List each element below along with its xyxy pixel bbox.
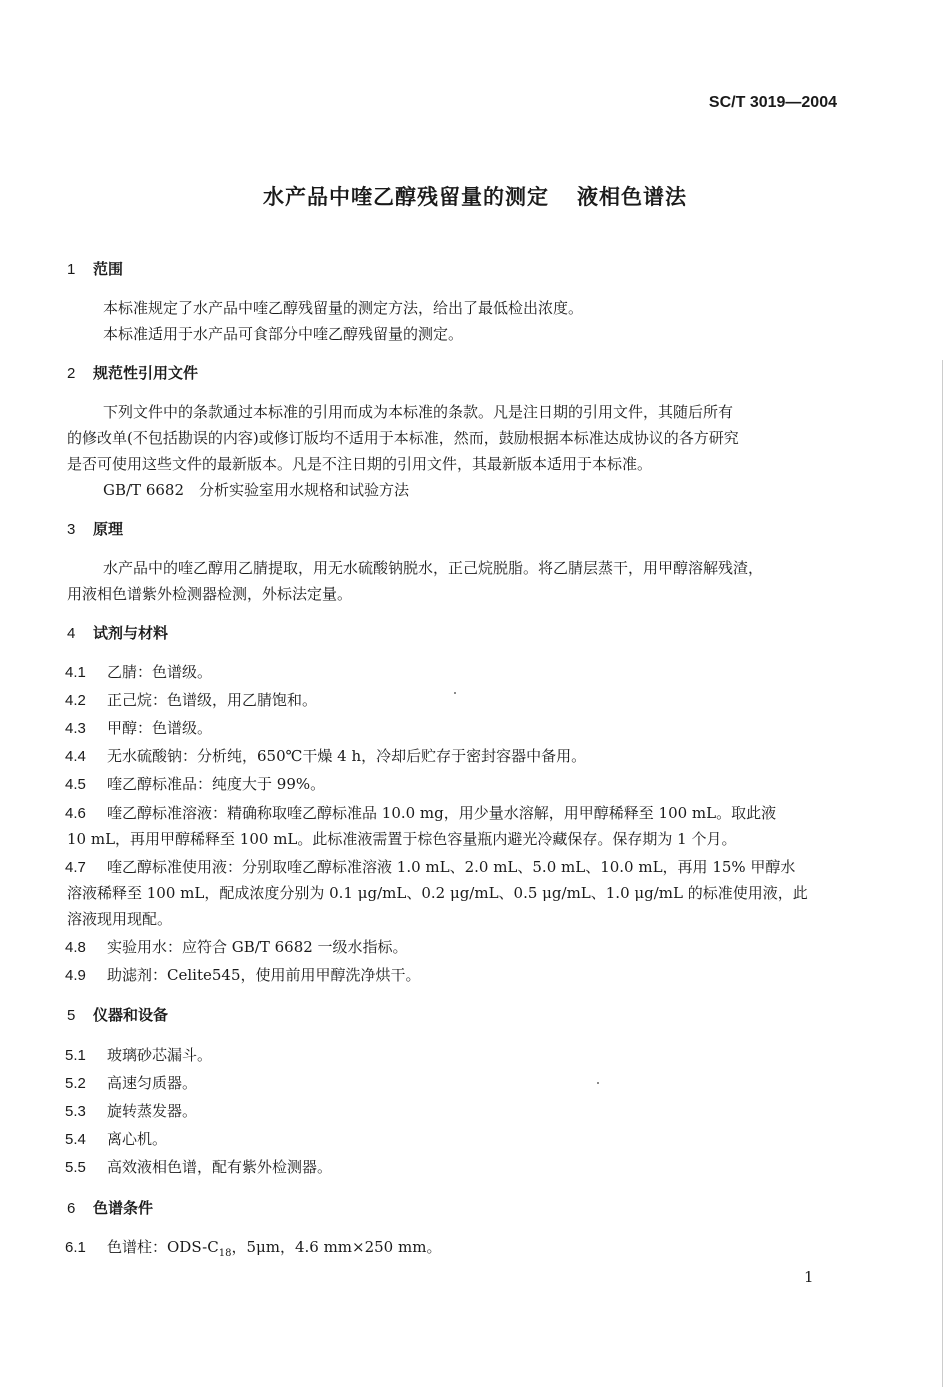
section-1-heading: 1 范围 — [67, 260, 124, 278]
section-3-heading: 3 原理 — [67, 520, 124, 538]
scan-speck — [454, 692, 456, 694]
list-item: 5.2 高速匀质器。 — [65, 1074, 198, 1092]
section-3-line-2: 用液相色谱紫外检测器检测，外标法定量。 — [67, 585, 353, 603]
list-item: 4.8 实验用水：应符合 GB/T 6682 一级水指标。 — [65, 938, 408, 956]
list-item: 5.1 玻璃砂芯漏斗。 — [65, 1046, 213, 1064]
page-edge — [942, 360, 943, 1387]
section-2-heading: 2 规范性引用文件 — [67, 364, 199, 382]
section-3-line-1: 水产品中的喹乙醇用乙腈提取，用无水硫酸钠脱水，正己烷脱脂。将乙腈层蒸干，用甲醇溶解残渣， — [103, 559, 764, 577]
list-item: 5.4 离心机。 — [65, 1130, 168, 1148]
section-5-heading: 5 仪器和设备 — [67, 1006, 169, 1024]
list-item: 5.3 旋转蒸发器。 — [65, 1102, 198, 1120]
list-item: 4.9 助滤剂：Celite545，使用前用甲醇洗净烘干。 — [65, 966, 421, 984]
title-part-1: 水产品中喹乙醇残留量的测定 — [263, 185, 549, 209]
list-item: 4.7 喹乙醇标准使用液：分别取喹乙醇标准溶液 1.0 mL、2.0 mL、5.0 mL、10.0 mL，再用 15% 甲醇水 — [65, 858, 796, 876]
list-item: 4.1 乙腈：色谱级。 — [65, 663, 213, 681]
list-item: 6.1 色谱柱：ODS-$C_{18}$，5μm，4.6 mm×250 mm。 — [65, 1238, 442, 1259]
section-6-heading: 6 色谱条件 — [67, 1199, 154, 1217]
section-1-para-2: 本标准适用于水产品可食部分中喹乙醇残留量的测定。 — [103, 325, 464, 343]
list-item: 4.4 无水硫酸钠：分析纯，650℃干燥 4 h，冷却后贮存于密封容器中备用。 — [65, 747, 587, 765]
section-2-line-3: 是否可使用这些文件的最新版本。凡是不注日期的引用文件，其最新版本适用于本标准。 — [67, 455, 653, 473]
page-number: 1 — [804, 1268, 814, 1286]
list-item-continuation: 10 mL，再用甲醇稀释至 100 mL。此标准液需置于棕色容量瓶内避光冷藏保存。保存期为 1 个月。 — [67, 830, 737, 848]
list-item: 4.5 喹乙醇标准品：纯度大于 99%。 — [65, 775, 326, 793]
document-title — [0, 181, 950, 211]
title-part-2: 液相色谱法 — [577, 185, 687, 209]
list-item: 5.5 高效液相色谱，配有紫外检测器。 — [65, 1158, 333, 1176]
list-item-continuation: 溶液现用现配。 — [67, 910, 173, 928]
standard-number: SC/T 3019—2004 — [708, 94, 837, 111]
section-1-para-1: 本标准规定了水产品中喹乙醇残留量的测定方法，给出了最低检出浓度。 — [103, 299, 584, 317]
list-item-continuation: 溶液稀释至 100 mL，配成浓度分别为 0.1 μg/mL、0.2 μg/mL、0.5 μg/mL、1.0 μg/mL 的标准使用液，此 — [67, 884, 808, 902]
normative-reference: GB/T 6682 分析实验室用水规格和试验方法 — [103, 481, 410, 499]
section-2-line-1: 下列文件中的条款通过本标准的引用而成为本标准的条款。凡是注日期的引用文件，其随后所有 — [103, 403, 734, 421]
scan-speck — [597, 1082, 599, 1084]
section-4-heading: 4 试剂与材料 — [67, 624, 169, 642]
list-item: 4.3 甲醇：色谱级。 — [65, 719, 213, 737]
list-item: 4.2 正己烷：色谱级，用乙腈饱和。 — [65, 691, 318, 709]
subscript-18: 18 — [218, 1248, 232, 1259]
list-item: 4.6 喹乙醇标准溶液：精确称取喹乙醇标准品 10.0 mg，用少量水溶解，用甲醇稀释至 100 mL。取此液 — [65, 804, 777, 822]
section-2-line-2: 的修改单(不包括勘误的内容)或修订版均不适用于本标准，然而，鼓励根据本标准达成协议的各方研究 — [67, 429, 739, 447]
